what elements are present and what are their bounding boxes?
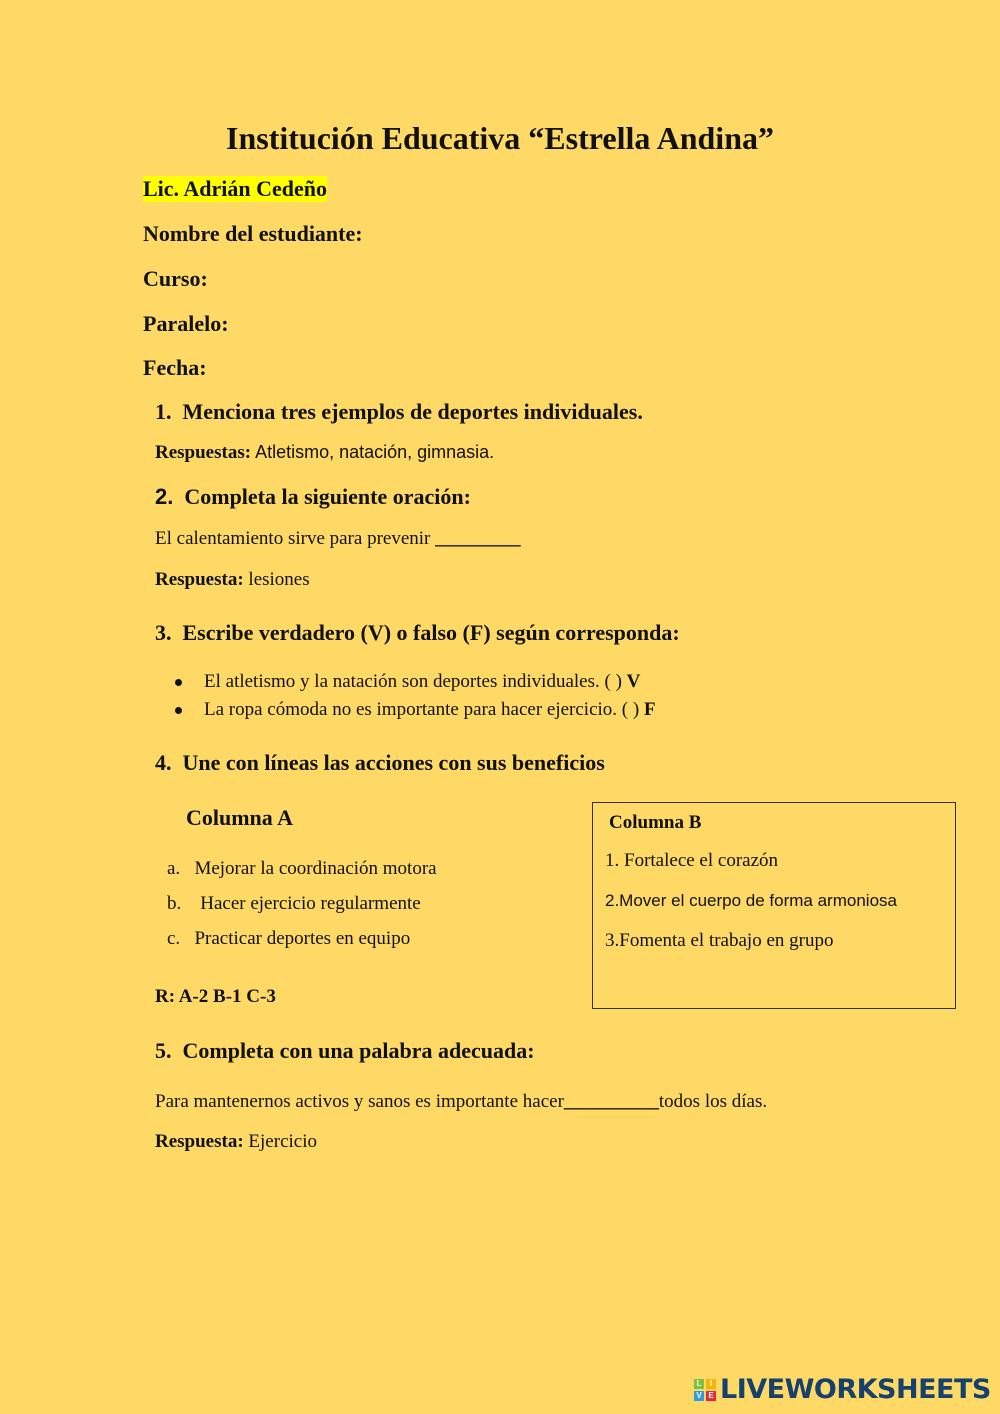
column-b-box bbox=[592, 802, 956, 1009]
item-letter: a. bbox=[167, 858, 181, 879]
answer-label: Respuestas: bbox=[155, 442, 252, 463]
q4-text: Une con líneas las acciones con sus beneficios bbox=[182, 750, 605, 775]
list-item bbox=[175, 671, 640, 693]
course-label: Curso: bbox=[143, 266, 208, 291]
date-label: Fecha: bbox=[143, 355, 207, 380]
question-5 bbox=[155, 1038, 535, 1064]
sentence-text: Para mantenernos activos y sanos es importante hacer bbox=[155, 1091, 564, 1112]
item-text: Mejorar la coordinación motora bbox=[194, 858, 437, 879]
question-2 bbox=[155, 484, 471, 510]
logo-letter: I bbox=[706, 1379, 716, 1389]
question-1 bbox=[155, 399, 643, 425]
column-b-title: Columna B bbox=[609, 812, 702, 833]
column-a-item bbox=[167, 858, 437, 880]
logo-text: LIVEWORKSHEETS bbox=[720, 1374, 991, 1405]
blank: __________ bbox=[563, 1091, 659, 1112]
sentence-text: El calentamiento sirve para prevenir bbox=[155, 528, 431, 549]
sentence-text: todos los días. bbox=[658, 1091, 768, 1112]
answer-label: Respuesta: bbox=[155, 1131, 244, 1152]
q5-text: Completa con una palabra adecuada: bbox=[182, 1038, 535, 1063]
q4-answer: R: A-2 B-1 C-3 bbox=[155, 986, 276, 1007]
q1-text: Menciona tres ejemplos de deportes individuales. bbox=[182, 399, 643, 424]
q5-number: 5. bbox=[155, 1038, 172, 1063]
liveworksheets-logo bbox=[693, 1374, 991, 1405]
column-a-item bbox=[167, 928, 410, 950]
answer-text: Atletismo, natación, gimnasia. bbox=[255, 442, 495, 462]
logo-letter: V bbox=[694, 1391, 704, 1401]
item-answer: F bbox=[643, 699, 656, 720]
bullet-icon bbox=[175, 679, 182, 686]
q2-number: 2. bbox=[155, 484, 174, 509]
logo-letter: L bbox=[694, 1379, 704, 1389]
answer-label: Respuesta: bbox=[155, 569, 244, 590]
list-item bbox=[175, 699, 656, 721]
item-text: El atletismo y la natación son deportes individuales. ( ) bbox=[204, 671, 622, 692]
q3-number: 3. bbox=[155, 620, 172, 645]
q5-sentence bbox=[155, 1091, 767, 1113]
teacher-name: Lic. Adrián Cedeño bbox=[143, 176, 327, 201]
logo-letter: E bbox=[706, 1391, 716, 1401]
q2-answer bbox=[155, 569, 310, 591]
item-text: Hacer ejercicio regularmente bbox=[200, 893, 421, 914]
question-4 bbox=[155, 750, 605, 776]
answer-text: lesiones bbox=[248, 569, 310, 590]
q4-number: 4. bbox=[155, 750, 172, 775]
q2-sentence bbox=[155, 528, 521, 550]
bullet-icon bbox=[175, 707, 182, 714]
column-b-item: 2.Mover el cuerpo de forma armoniosa bbox=[605, 891, 897, 910]
item-letter: b. bbox=[167, 893, 182, 914]
q1-answer bbox=[155, 442, 494, 464]
q5-answer bbox=[155, 1131, 317, 1153]
blank: _________ bbox=[435, 528, 521, 549]
column-a-item bbox=[167, 893, 421, 915]
logo-icon bbox=[693, 1378, 717, 1402]
q1-number: 1. bbox=[155, 399, 172, 424]
q2-text: Completa la siguiente oración: bbox=[184, 484, 471, 509]
q3-text: Escribe verdadero (V) o falso (F) según corresponda: bbox=[182, 620, 680, 645]
page-title: Institución Educativa “Estrella Andina” bbox=[226, 120, 774, 156]
column-b-item: 1. Fortalece el corazón bbox=[605, 850, 779, 871]
student-name-label: Nombre del estudiante: bbox=[143, 221, 363, 246]
question-3 bbox=[155, 620, 680, 646]
column-b-item: 3.Fomenta el trabajo en grupo bbox=[605, 930, 834, 951]
answer-text: Ejercicio bbox=[248, 1131, 317, 1152]
item-letter: c. bbox=[167, 928, 181, 949]
column-a-title: Columna A bbox=[186, 805, 293, 830]
parallel-label: Paralelo: bbox=[143, 311, 229, 336]
item-text: Practicar deportes en equipo bbox=[194, 928, 411, 949]
item-text: La ropa cómoda no es importante para hacer ejercicio. ( ) bbox=[204, 699, 640, 720]
item-answer: V bbox=[626, 671, 641, 692]
